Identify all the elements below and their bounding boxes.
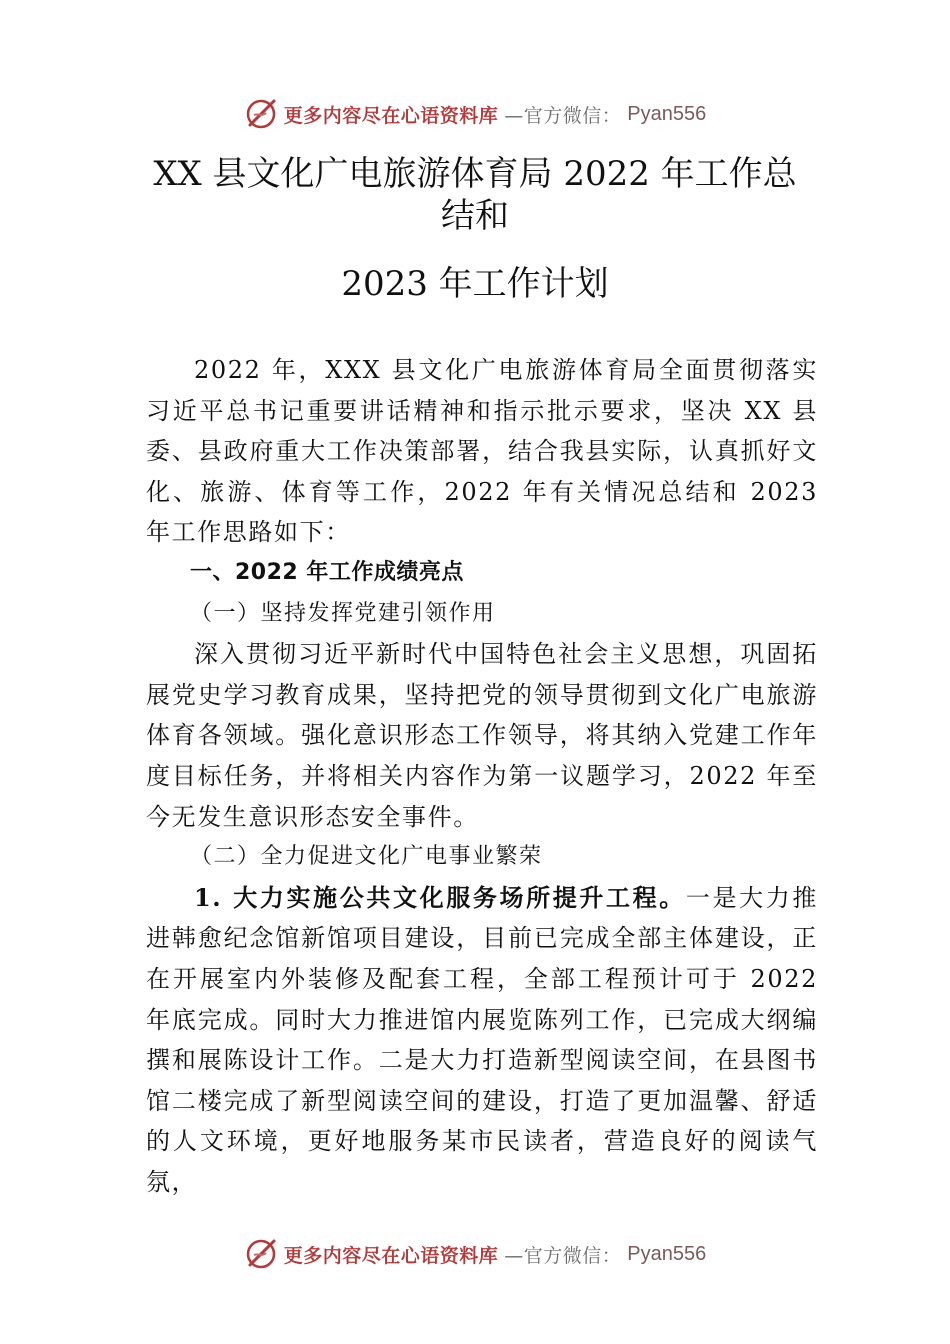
banner-site-name: 更多内容尽在心语资料库 [283,104,499,127]
subsection-heading-1: （一）坚持发挥党建引领作用 [190,600,496,626]
banner-wechat-id: Pyan556 [627,102,707,125]
section-heading: 一、2022 年工作成绩亮点 [190,559,464,585]
brush-logo-icon [244,1237,278,1271]
document-body [146,350,818,1202]
banner-wechat-label: —官方微信： [504,1244,622,1267]
item-paragraph-1 [146,878,818,1203]
watermark-banner-bottom [0,1234,950,1274]
banner-site-name: 更多内容尽在心语资料库 [283,1244,499,1267]
subsection-paragraph-1: 深入贯彻习近平新时代中国特色社会主义思想，巩固拓展党史学习教育成果，坚持把党的领导贯彻到文化广电旅游体育各领域。强化意识形态工作领导，将其纳入党建工作年度目标任务，并将相关内容作为第一议题学习，2022 年至今无发生意识形态安全事件。 [146,640,818,831]
item-text: 一是大力推进韩愈纪念馆新馆项目建设，目前已完成全部主体建设，正在开展室内外装修及配套工程，全部工程预计可于 2022 年底完成。同时大力推进馆内展览陈列工作，已完成大纲编撰和展陈设计工作。二是大力打造新型阅读空间，在县图书馆二楼完成了新型阅读空间的建设，打造了更加温馨、舒适的人文环境，更好地服务某市民读者，营造良好的阅读气氛， [146,883,818,1196]
banner-wechat-label: —官方微信： [504,104,622,127]
document-title-line1: XX 县文化广电旅游体育局 2022 年工作总 [153,154,797,194]
banner-wechat-id: Pyan556 [627,1242,707,1265]
item-lead: 1. 大力实施公共文化服务场所提升工程。 [194,882,686,912]
document-title-line2: 结和 [441,196,509,236]
document-title-line3: 2023 年工作计划 [341,264,609,304]
brush-logo-icon [244,97,278,131]
watermark-banner-top [0,94,950,134]
intro-paragraph: 2022 年，XXX 县文化广电旅游体育局全面贯彻落实习近平总书记重要讲话精神和指示批示要求，坚决 XX 县委、县政府重大工作决策部署，结合我县实际，认真抓好文化、旅游、体育等工作，2022 年有关情况总结和 2023 年工作思路如下： [146,356,818,547]
subsection-heading-2: （二）全力促进文化广电事业繁荣 [190,844,543,870]
